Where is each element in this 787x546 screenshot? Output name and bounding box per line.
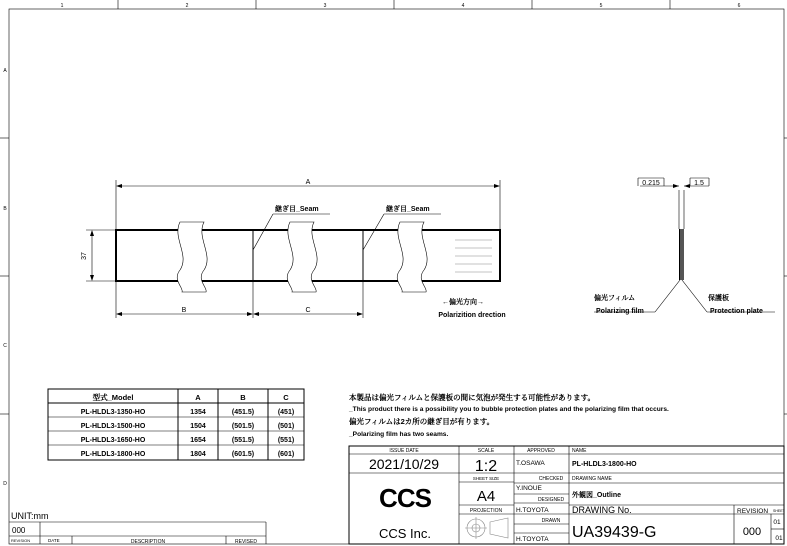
row-label-a: A: [3, 68, 7, 74]
plate-label-jp: 保護板: [708, 295, 729, 302]
column-label-5: 5: [599, 3, 603, 9]
table-cell: 1654: [190, 437, 206, 444]
sheet-number: 01: [773, 519, 781, 526]
note-line-2: _This product there is a possibility you to bubble protection plates and the polarizing film that occurs.: [349, 406, 669, 413]
scale-value: 1:2: [474, 458, 498, 475]
issue-date-value: 2021/10/29: [368, 456, 440, 472]
side-plate: [680, 229, 684, 280]
revised-header: REVISED: [235, 539, 257, 545]
approved-value: T.OSAWA: [516, 460, 545, 467]
issue-date-label: ISSUE DATE: [389, 448, 419, 454]
drawing-name-value: 外観図_Outline: [572, 492, 622, 499]
plate-label-en: Protection plate: [710, 308, 763, 315]
dimension-height: [86, 230, 115, 281]
drawing-no-value: UA39439-G: [572, 524, 657, 541]
unit-label: UNIT:mm: [11, 511, 49, 521]
table-cell: 1804: [190, 451, 206, 458]
name-value: PL-HLDL3-1800-HO: [572, 461, 637, 468]
dimension-a-label: A: [305, 179, 311, 186]
drawn-value: H.TOYOTA: [516, 536, 549, 543]
dimension-height-label: 37: [81, 252, 88, 260]
column-label-3: 3: [323, 3, 327, 9]
film-label-en: Polarizing film: [596, 308, 644, 315]
table-cell: (601): [277, 451, 295, 458]
column-label-4: 4: [461, 3, 465, 9]
table-cell: (501): [277, 423, 295, 430]
table-cell: (551.5): [231, 437, 255, 444]
table-header-a: A: [195, 393, 201, 402]
company-name: CCS Inc.: [378, 526, 432, 541]
row-label-b: B: [3, 206, 7, 212]
row-label-d: D: [3, 481, 7, 487]
column-label-1: 1: [60, 3, 64, 9]
table-cell: (601.5): [231, 451, 255, 458]
logo-text: CCS: [379, 483, 431, 513]
front-view: [116, 222, 500, 292]
note-line-4: _Polarizing film has two seams.: [349, 431, 449, 438]
table-cell: PL-HLDL3-1650-HO: [80, 437, 146, 444]
column-label-6: 6: [737, 3, 741, 9]
seam-label-1: 継ぎ目_Seam: [275, 206, 319, 213]
side-view: [594, 178, 775, 312]
sheet-size-label: SHEET SIZE: [472, 476, 500, 481]
table-header-model: 型式_Model: [92, 393, 134, 402]
dimension-a: [116, 180, 500, 229]
revision-value: 000: [742, 526, 762, 538]
drawing-no-label: DRAWING No.: [572, 505, 632, 515]
table-cell: 1354: [190, 409, 206, 416]
designed-value: H.TOYOTA: [516, 507, 549, 514]
direction-label-en: Polarizition drection: [438, 312, 506, 319]
row-label-c: C: [3, 343, 7, 349]
sheet-label: SHEET: [773, 509, 785, 513]
approved-label: APPROVED: [527, 448, 555, 454]
projection-label: PROJECTION: [469, 508, 503, 514]
table-header-b: B: [240, 393, 246, 402]
sheet-size-value: A4: [476, 488, 496, 505]
drawn-label: DRAWN: [541, 518, 561, 524]
name-label: NAME: [572, 448, 587, 454]
dimension-b-label: B: [181, 307, 187, 314]
revision-label: REVISION: [737, 508, 769, 515]
revision-block-value: 000: [12, 526, 26, 535]
film-label-jp: 偏光フィルム: [594, 295, 636, 302]
direction-label-jp: ←偏光方向→: [442, 299, 484, 306]
table-header-c: C: [283, 393, 289, 402]
sheet-total: 01: [775, 535, 783, 542]
checked-value: Y.INOUE: [516, 485, 542, 492]
table-cell: PL-HLDL3-1350-HO: [80, 409, 146, 416]
table-cell: (551): [277, 437, 295, 444]
table-cell: 1504: [190, 423, 206, 430]
side-dim-left-label: 0.215: [642, 180, 660, 187]
drawing-name-label: DRAWING NAME: [572, 476, 612, 482]
date-header: DATE: [48, 538, 60, 543]
company-logo: [379, 483, 432, 513]
table-cell: PL-HLDL3-1500-HO: [80, 423, 146, 430]
description-header: DESCRIPTION: [130, 539, 166, 545]
designed-label: DESIGNED: [537, 497, 565, 503]
note-line-3: 偏光フィルムは2カ所の継ぎ目が有ります。: [349, 417, 495, 426]
table-cell: (451.5): [231, 409, 255, 416]
table-cell: PL-HLDL3-1800-HO: [80, 451, 146, 458]
table-cell: (451): [277, 409, 295, 416]
revision-header: REVISION: [11, 538, 31, 543]
column-label-2: 2: [185, 3, 189, 9]
scale-label: SCALE: [477, 448, 495, 454]
table-cell: (501.5): [231, 423, 255, 430]
seam-label-2: 継ぎ目_Seam: [386, 206, 430, 213]
side-dim-right-label: 1.5: [694, 180, 704, 187]
note-line-1: 本製品は偏光フィルムと保護板の間に気泡が発生する可能性があります。: [349, 393, 595, 402]
checked-label: CHECKED: [538, 476, 564, 482]
dimension-c-label: C: [305, 307, 311, 314]
